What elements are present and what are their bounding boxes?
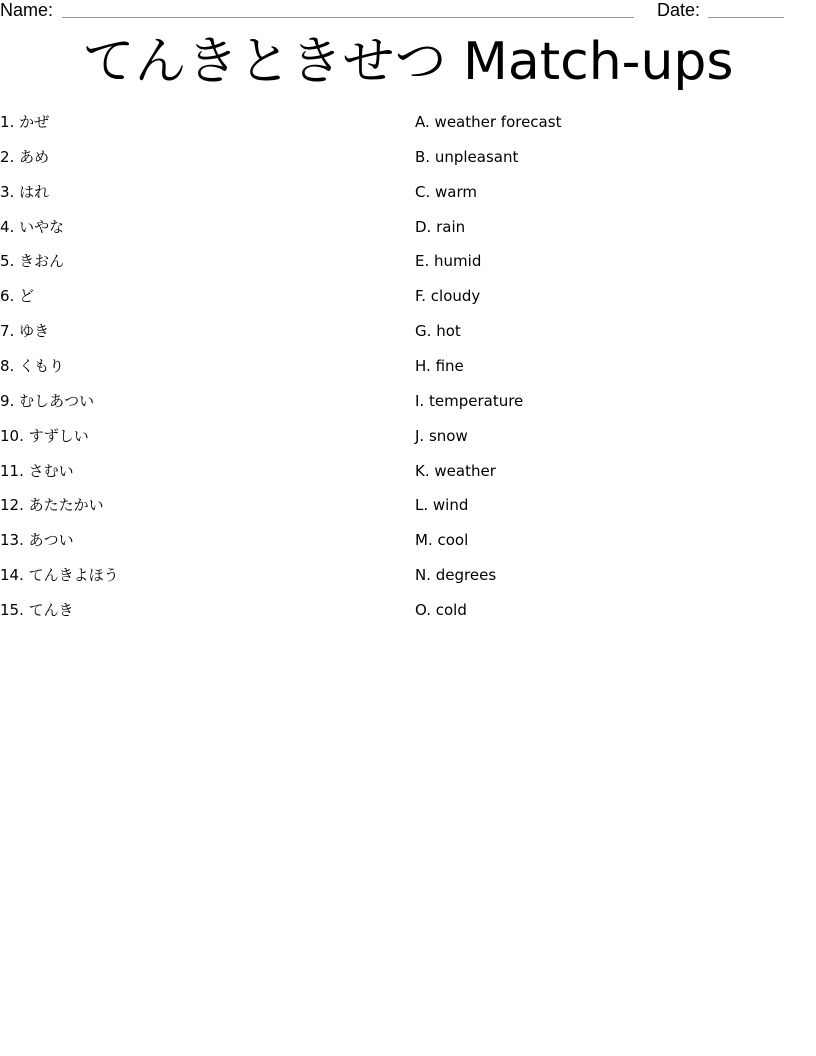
term-text: ゆき (19, 322, 50, 341)
term-number: 11. (0, 461, 24, 480)
list-item (415, 284, 805, 319)
list-item (415, 598, 805, 633)
term-number: 14. (0, 566, 24, 585)
term-number: 4. (0, 217, 15, 236)
term-text: ど (19, 287, 35, 306)
term-text: さむい (28, 461, 74, 480)
term-text: すずしい (28, 426, 89, 445)
terms-list (0, 110, 400, 633)
header-row (0, 0, 816, 24)
term-number: 9. (0, 391, 15, 410)
definition-text: snow (428, 426, 468, 445)
list-item (0, 180, 400, 215)
term-text: てんき (28, 601, 74, 620)
definition-text: unpleasant (434, 147, 519, 166)
definition-letter: H. (415, 357, 431, 376)
term-text: むしあつい (19, 391, 95, 410)
definition-text: warm (435, 182, 478, 201)
list-item (0, 249, 400, 284)
term-number: 12. (0, 496, 24, 515)
date-label: Date: (657, 0, 701, 20)
definition-text: weather (434, 461, 496, 480)
definition-letter: K. (415, 461, 430, 480)
list-item (0, 424, 400, 459)
definition-text: wind (432, 496, 469, 515)
list-item (415, 319, 805, 354)
definition-letter: A. (415, 113, 430, 131)
term-text: きおん (19, 252, 65, 271)
term-number: 8. (0, 357, 15, 376)
list-item (415, 180, 805, 215)
list-item (0, 563, 400, 598)
list-item (415, 528, 805, 563)
term-number: 13. (0, 531, 24, 550)
list-item (0, 145, 400, 180)
term-number: 6. (0, 287, 15, 306)
term-text: かぜ (19, 113, 50, 131)
term-text: あつい (28, 531, 74, 550)
list-item (0, 215, 400, 250)
definition-letter: O. (415, 601, 431, 620)
list-item (415, 493, 805, 528)
term-text: あめ (19, 147, 50, 166)
term-text: くもり (19, 357, 65, 376)
definition-text: cloudy (430, 287, 481, 306)
list-item (0, 459, 400, 494)
definition-text: hot (436, 322, 461, 341)
list-item (0, 598, 400, 633)
name-line[interactable] (62, 17, 634, 18)
list-item (0, 284, 400, 319)
page-title: てんきときせつ Match-ups (82, 32, 734, 92)
definition-letter: J. (415, 426, 425, 445)
list-item (0, 389, 400, 424)
definition-letter: M. (415, 531, 433, 550)
term-number: 1. (0, 113, 15, 131)
definition-text: cold (435, 601, 467, 620)
list-item (415, 145, 805, 180)
list-item (415, 389, 805, 424)
list-item (415, 563, 805, 598)
definition-letter: F. (415, 287, 426, 306)
definitions-list (415, 110, 805, 633)
date-line[interactable] (708, 17, 784, 18)
definition-letter: L. (415, 496, 429, 515)
list-item (415, 354, 805, 389)
name-label: Name: (0, 0, 54, 20)
term-number: 15. (0, 601, 24, 620)
definition-letter: E. (415, 252, 430, 271)
definition-text: degrees (435, 566, 497, 585)
term-text: はれ (19, 182, 50, 201)
term-number: 7. (0, 322, 15, 341)
term-number: 5. (0, 252, 15, 271)
list-item (415, 424, 805, 459)
list-item (415, 459, 805, 494)
term-number: 3. (0, 182, 15, 201)
list-item (0, 528, 400, 563)
term-text: いやな (19, 217, 65, 236)
term-text: あたたかい (28, 496, 104, 515)
definition-text: humid (434, 252, 482, 271)
list-item (0, 319, 400, 354)
list-item (0, 493, 400, 528)
list-item (0, 354, 400, 389)
definition-letter: N. (415, 566, 431, 585)
term-number: 2. (0, 147, 15, 166)
definition-letter: C. (415, 182, 431, 201)
definition-letter: G. (415, 322, 432, 341)
definition-text: weather forecast (434, 113, 562, 131)
definition-text: rain (436, 217, 466, 236)
list-item (415, 249, 805, 284)
definition-text: temperature (428, 391, 524, 410)
definition-text: cool (437, 531, 469, 550)
term-number: 10. (0, 426, 24, 445)
list-item (0, 110, 400, 145)
definition-text: fine (435, 357, 464, 376)
term-text: てんきよほう (28, 566, 119, 585)
definition-letter: D. (415, 217, 432, 236)
definition-letter: B. (415, 147, 431, 166)
list-item (415, 215, 805, 250)
definition-letter: I. (415, 391, 425, 410)
list-item (415, 110, 805, 145)
